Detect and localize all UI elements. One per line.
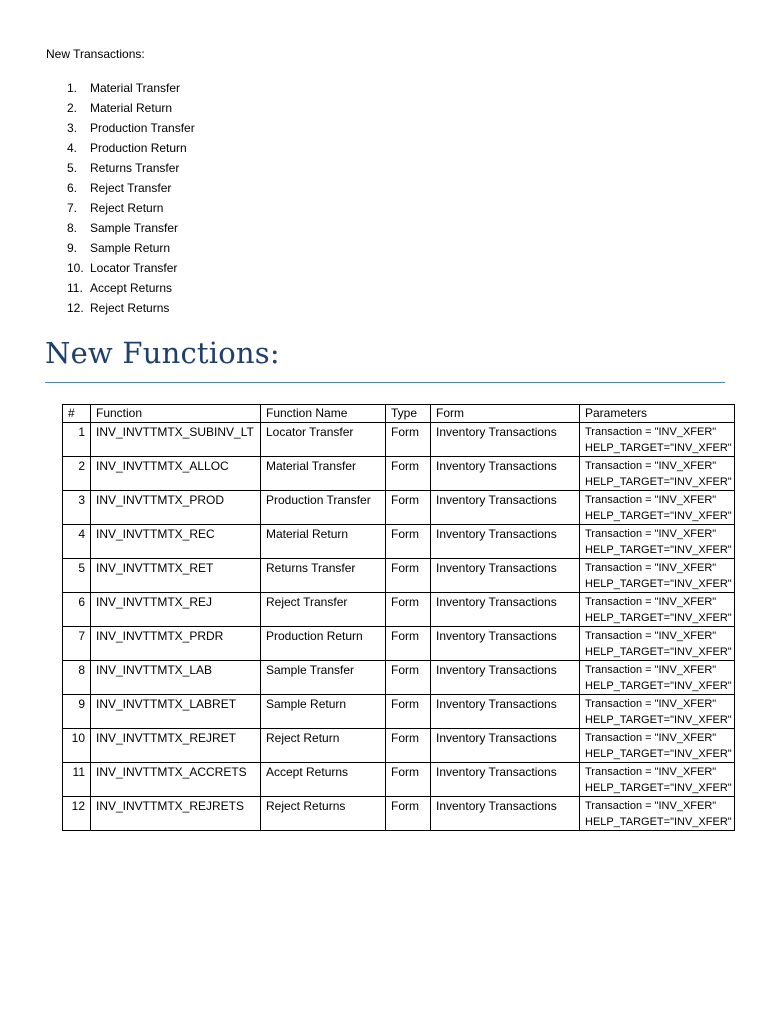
table-row — [63, 797, 735, 831]
parameters-cell — [580, 695, 735, 729]
list-label: Production Return — [90, 141, 187, 155]
function-name-cell: Material Transfer — [261, 457, 386, 491]
row-index-cell: 3 — [63, 491, 91, 525]
type-cell: Form — [386, 797, 431, 831]
form-cell: Inventory Transactions — [431, 661, 580, 695]
function-cell: INV_INVTTMTX_ALLOC — [91, 457, 261, 491]
parameters-cell — [580, 627, 735, 661]
parameters-cell — [580, 559, 735, 593]
list-label: Locator Transfer — [90, 261, 178, 275]
parameters-cell — [580, 593, 735, 627]
row-index-cell: 2 — [63, 457, 91, 491]
column-header: Type — [386, 405, 431, 423]
row-index-cell: 1 — [63, 423, 91, 457]
parameters-cell — [580, 491, 735, 525]
list-number: 5. — [67, 161, 78, 175]
table-row — [63, 525, 735, 559]
function-name-cell: Material Return — [261, 525, 386, 559]
list-item — [46, 239, 195, 259]
intro-text: New Transactions: — [46, 47, 145, 61]
table-row — [63, 423, 735, 457]
table-row — [63, 729, 735, 763]
list-number: 8. — [67, 221, 78, 235]
parameters-cell — [580, 797, 735, 831]
table-row — [63, 457, 735, 491]
function-cell: INV_INVTTMTX_REJRET — [91, 729, 261, 763]
parameter-line: Transaction = "INV_XFER" — [585, 766, 717, 778]
table-row — [63, 593, 735, 627]
form-cell: Inventory Transactions — [431, 525, 580, 559]
parameter-line: Transaction = "INV_XFER" — [585, 494, 717, 506]
row-index-cell: 5 — [63, 559, 91, 593]
list-label: Production Transfer — [90, 121, 195, 135]
column-header: Form — [431, 405, 580, 423]
function-cell: INV_INVTTMTX_REJRETS — [91, 797, 261, 831]
form-cell: Inventory Transactions — [431, 593, 580, 627]
parameter-line: Transaction = "INV_XFER" — [585, 528, 717, 540]
row-index-cell: 12 — [63, 797, 91, 831]
type-cell: Form — [386, 457, 431, 491]
transactions-list — [46, 79, 195, 319]
list-number: 6. — [67, 181, 78, 195]
type-cell: Form — [386, 763, 431, 797]
row-index-cell: 4 — [63, 525, 91, 559]
parameter-line: HELP_TARGET="INV_XFER" — [585, 578, 732, 590]
row-index-cell: 7 — [63, 627, 91, 661]
form-cell: Inventory Transactions — [431, 695, 580, 729]
list-number: 10. — [67, 261, 84, 275]
function-cell: INV_INVTTMTX_REC — [91, 525, 261, 559]
type-cell: Form — [386, 423, 431, 457]
parameter-line: Transaction = "INV_XFER" — [585, 698, 717, 710]
row-index-cell: 10 — [63, 729, 91, 763]
form-cell: Inventory Transactions — [431, 457, 580, 491]
type-cell: Form — [386, 661, 431, 695]
row-index-cell: 6 — [63, 593, 91, 627]
parameter-line: HELP_TARGET="INV_XFER" — [585, 510, 732, 522]
function-cell: INV_INVTTMTX_SUBINV_LT — [91, 423, 261, 457]
parameter-line: Transaction = "INV_XFER" — [585, 460, 717, 472]
parameters-cell — [580, 763, 735, 797]
list-item — [46, 279, 195, 299]
heading-divider — [45, 382, 725, 383]
parameters-cell — [580, 729, 735, 763]
function-name-cell: Returns Transfer — [261, 559, 386, 593]
parameter-line: Transaction = "INV_XFER" — [585, 426, 717, 438]
parameter-line: HELP_TARGET="INV_XFER" — [585, 680, 732, 692]
form-cell: Inventory Transactions — [431, 763, 580, 797]
parameter-line: HELP_TARGET="INV_XFER" — [585, 442, 732, 454]
list-item — [46, 79, 195, 99]
type-cell: Form — [386, 593, 431, 627]
form-cell: Inventory Transactions — [431, 797, 580, 831]
function-name-cell: Sample Transfer — [261, 661, 386, 695]
parameters-cell — [580, 661, 735, 695]
list-number: 3. — [67, 121, 78, 135]
list-item — [46, 139, 195, 159]
parameter-line: HELP_TARGET="INV_XFER" — [585, 816, 732, 828]
list-label: Sample Transfer — [90, 221, 179, 235]
function-name-cell: Reject Return — [261, 729, 386, 763]
list-number: 11. — [67, 281, 83, 295]
form-cell: Inventory Transactions — [431, 627, 580, 661]
parameters-cell — [580, 525, 735, 559]
functions-table — [62, 404, 735, 831]
function-cell: INV_INVTTMTX_RET — [91, 559, 261, 593]
table-header-row — [63, 405, 735, 423]
function-cell: INV_INVTTMTX_PRDR — [91, 627, 261, 661]
parameter-line: Transaction = "INV_XFER" — [585, 800, 717, 812]
parameter-line: HELP_TARGET="INV_XFER" — [585, 646, 732, 658]
function-cell: INV_INVTTMTX_LAB — [91, 661, 261, 695]
table-row — [63, 661, 735, 695]
function-name-cell: Reject Returns — [261, 797, 386, 831]
column-header: Parameters — [580, 405, 735, 423]
list-number: 9. — [67, 241, 78, 255]
list-item — [46, 299, 195, 319]
list-label: Reject Return — [90, 201, 164, 215]
list-item — [46, 119, 195, 139]
function-name-cell: Locator Transfer — [261, 423, 386, 457]
form-cell: Inventory Transactions — [431, 423, 580, 457]
list-number: 7. — [67, 201, 78, 215]
list-item — [46, 159, 195, 179]
list-label: Accept Returns — [90, 281, 173, 295]
list-number: 1. — [67, 81, 78, 95]
row-index-cell: 8 — [63, 661, 91, 695]
list-item — [46, 199, 195, 219]
table-row — [63, 627, 735, 661]
type-cell: Form — [386, 695, 431, 729]
list-label: Returns Transfer — [90, 161, 180, 175]
parameter-line: Transaction = "INV_XFER" — [585, 562, 717, 574]
list-item — [46, 219, 195, 239]
table-row — [63, 559, 735, 593]
function-cell: INV_INVTTMTX_REJ — [91, 593, 261, 627]
function-name-cell: Production Return — [261, 627, 386, 661]
list-item — [46, 179, 195, 199]
function-name-cell: Sample Return — [261, 695, 386, 729]
parameter-line: HELP_TARGET="INV_XFER" — [585, 714, 732, 726]
parameter-line: HELP_TARGET="INV_XFER" — [585, 612, 732, 624]
parameter-line: HELP_TARGET="INV_XFER" — [585, 782, 732, 794]
form-cell: Inventory Transactions — [431, 559, 580, 593]
type-cell: Form — [386, 525, 431, 559]
function-name-cell: Reject Transfer — [261, 593, 386, 627]
column-header: # — [63, 405, 91, 423]
list-label: Reject Returns — [90, 301, 170, 315]
list-label: Material Transfer — [90, 81, 181, 95]
list-item — [46, 259, 195, 279]
parameters-cell — [580, 457, 735, 491]
column-header: Function — [91, 405, 261, 423]
list-item — [46, 99, 195, 119]
type-cell: Form — [386, 491, 431, 525]
parameter-line: Transaction = "INV_XFER" — [585, 596, 717, 608]
row-index-cell: 9 — [63, 695, 91, 729]
form-cell: Inventory Transactions — [431, 729, 580, 763]
function-cell: INV_INVTTMTX_ACCRETS — [91, 763, 261, 797]
type-cell: Form — [386, 627, 431, 661]
list-label: Material Return — [90, 101, 173, 115]
form-cell: Inventory Transactions — [431, 491, 580, 525]
function-cell: INV_INVTTMTX_LABRET — [91, 695, 261, 729]
parameter-line: Transaction = "INV_XFER" — [585, 664, 717, 676]
parameter-line: Transaction = "INV_XFER" — [585, 732, 717, 744]
list-label: Reject Transfer — [90, 181, 172, 195]
table-row — [63, 695, 735, 729]
list-label: Sample Return — [90, 241, 171, 255]
parameter-line: Transaction = "INV_XFER" — [585, 630, 717, 642]
function-name-cell: Production Transfer — [261, 491, 386, 525]
column-header: Function Name — [261, 405, 386, 423]
list-number: 4. — [67, 141, 78, 155]
type-cell: Form — [386, 559, 431, 593]
type-cell: Form — [386, 729, 431, 763]
function-name-cell: Accept Returns — [261, 763, 386, 797]
row-index-cell: 11 — [63, 763, 91, 797]
parameters-cell — [580, 423, 735, 457]
table-row — [63, 763, 735, 797]
parameter-line: HELP_TARGET="INV_XFER" — [585, 544, 732, 556]
list-number: 2. — [67, 101, 78, 115]
list-number: 12. — [67, 301, 84, 315]
parameter-line: HELP_TARGET="INV_XFER" — [585, 748, 732, 760]
parameter-line: HELP_TARGET="INV_XFER" — [585, 476, 732, 488]
function-cell: INV_INVTTMTX_PROD — [91, 491, 261, 525]
section-heading: New Functions: — [45, 336, 280, 370]
table-row — [63, 491, 735, 525]
